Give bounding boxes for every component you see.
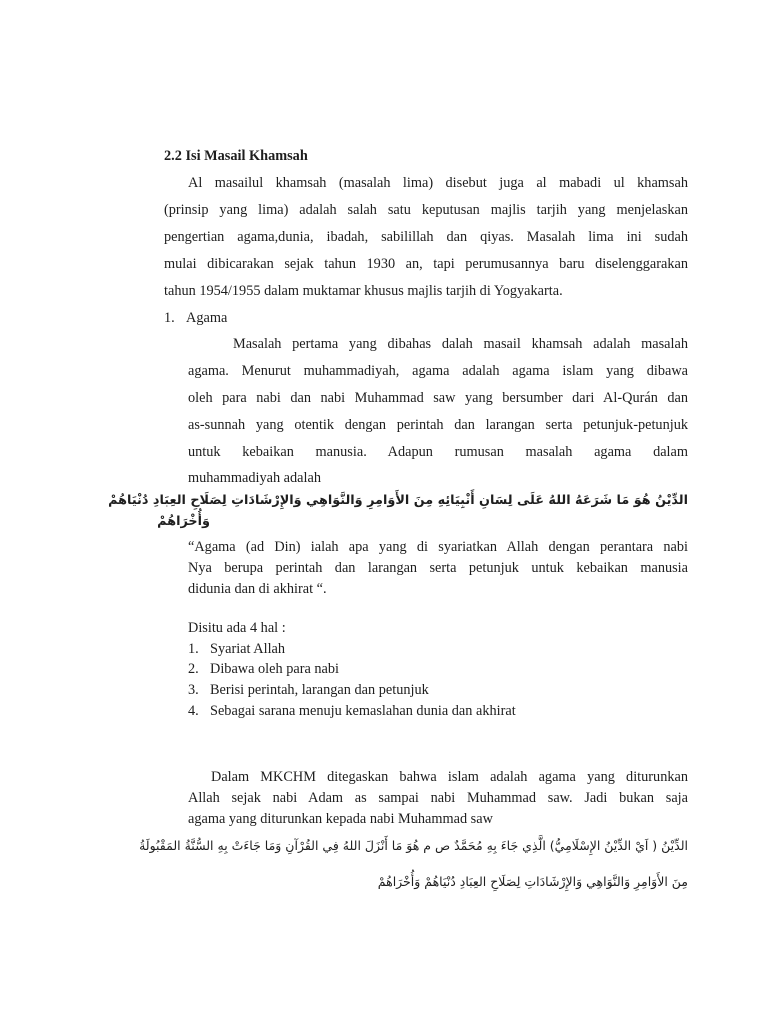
- list-number: 1.: [188, 641, 199, 657]
- arabic-definition-line: وَأُخْرَاهُمْ: [157, 514, 210, 529]
- agama-line: Masalah pertama yang dibahas dalah masail khamsah adalah masalah: [233, 336, 688, 352]
- list-item: [188, 702, 516, 720]
- list-text: Syariat Allah: [210, 641, 286, 657]
- list-item: [188, 640, 285, 658]
- intro-line: Al masailul khamsah (masalah lima) disebut juga al mabadi ul khamsah: [188, 175, 688, 191]
- translation-line: didunia dan di akhirat “.: [188, 581, 327, 597]
- intro-line: (prinsip yang lima) adalah salah satu keputusan majlis tarjih yang menjelaskan: [164, 202, 688, 218]
- list-label: Agama: [186, 310, 228, 326]
- list-item: [188, 660, 339, 678]
- list-number: 1.: [164, 310, 175, 326]
- mkchm-line: Dalam MKCHM ditegaskan bahwa islam adalah agama yang diturunkan: [211, 769, 688, 785]
- agama-line: untuk kebaikan manusia. Adapun rumusan masalah agama dalam: [188, 444, 688, 460]
- arabic-definition-line: مِنَ الأَوَامِرِ وَالنَّوَاهِي وَالإِرْشَادَاتِ لِصَلَاحِ العِبَادِ دُنْيَاهُمْ وَأُخْرَاهُمْ: [377, 874, 688, 889]
- intro-line: tahun 1954/1955 dalam muktamar khusus majlis tarjih di Yogyakarta.: [164, 283, 563, 299]
- list-text: Sebagai sarana menuju kemaslahan dunia dan akhirat: [210, 703, 516, 719]
- agama-line: as-sunnah yang otentik dengan perintah dan larangan serta petunjuk-petunjuk: [188, 417, 688, 433]
- translation-line: “Agama (ad Din) ialah apa yang di syariatkan Allah dengan perantara nabi: [188, 539, 688, 555]
- agama-line: oleh para nabi dan nabi Muhammad saw yang bersumber dari Al-Qurán dan: [188, 390, 688, 406]
- list-text: Berisi perintah, larangan dan petunjuk: [210, 682, 429, 698]
- list-item-agama: [164, 309, 227, 327]
- mkchm-line: Allah sejak nabi Adam as sampai nabi Muhammad saw. Jadi bukan saja: [188, 790, 688, 806]
- agama-line: agama. Menurut muhammadiyah, agama adalah agama islam yang dibawa: [188, 363, 688, 379]
- arabic-definition-line: الدِّيْنُ ( اَيْ الدِّيْنُ الإِسْلَامِيُّ) الَّذِي جَاءَ بِهِ مُحَمَّدٌ ص م هُوَ مَا أَنْزَلَ اللهُ فِي القُرْآنِ وَمَا جَاءَتْ بِهِ السُّنَّةُ المَقْبُولَةُ: [139, 838, 688, 853]
- intro-line: pengertian agama,dunia, ibadah, sabilillah dan qiyas. Masalah lima ini sudah: [164, 229, 688, 245]
- arabic-definition-line: الدِّيْنُ هُوَ مَا شَرَعَهُ اللهُ عَلَى لِسَانِ أَنْبِيَائِهِ مِنَ الأَوَامِرِ وَالنَّوَاهِي وَالإِرْشَادَاتِ لِصَلَاحِ العِبَادِ دُنْيَاهُمْ: [108, 493, 688, 508]
- section-heading: 2.2 Isi Masail Khamsah: [164, 148, 308, 164]
- list-text: Dibawa oleh para nabi: [210, 661, 340, 677]
- agama-line: muhammadiyah adalah: [188, 470, 321, 486]
- mkchm-line: agama yang diturunkan kepada nabi Muhammad saw: [188, 811, 493, 827]
- translation-line: Nya berupa perintah dan larangan serta petunjuk untuk kebaikan manusia: [188, 560, 688, 576]
- points-intro: Disitu ada 4 hal :: [188, 620, 286, 636]
- list-number: 3.: [188, 682, 199, 698]
- intro-line: mulai dibicarakan sejak tahun 1930 an, tapi perumusannya baru diselenggarakan: [164, 256, 688, 272]
- list-number: 4.: [188, 703, 199, 719]
- list-item: [188, 681, 429, 699]
- list-number: 2.: [188, 661, 199, 677]
